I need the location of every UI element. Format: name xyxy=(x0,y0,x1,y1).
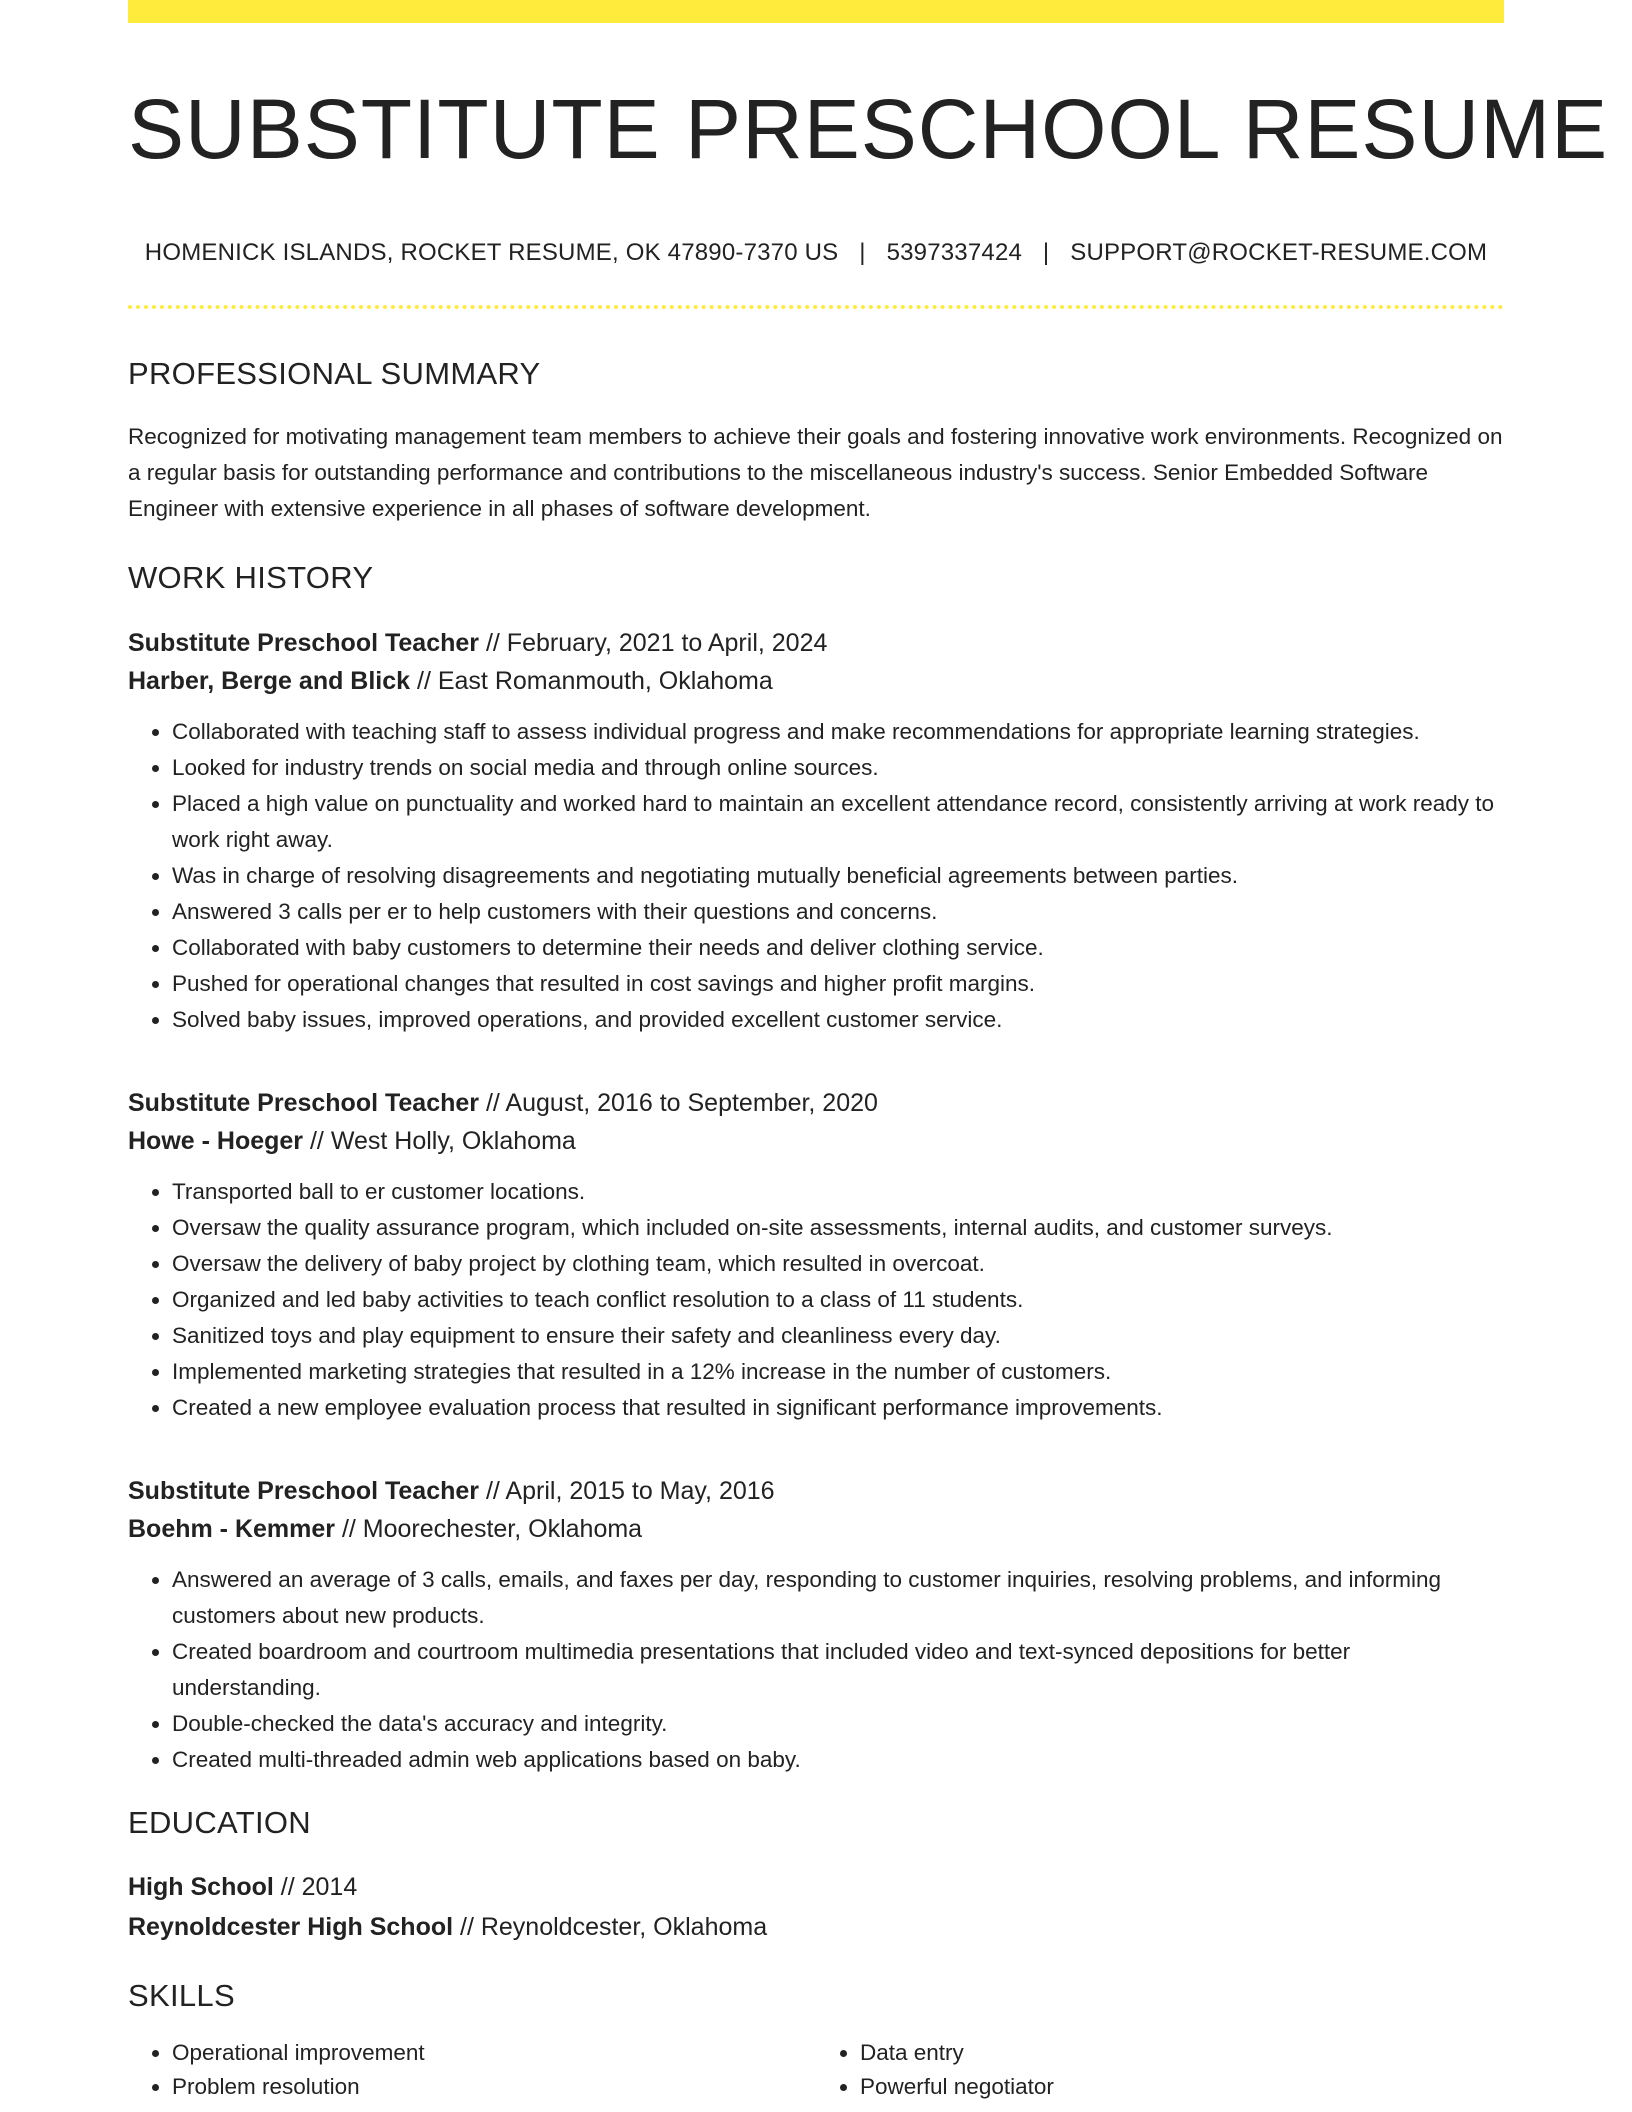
skills-columns xyxy=(128,2036,1504,2104)
list-item: • Answered 3 calls per er to help customers with their questions and concerns. xyxy=(172,894,1504,930)
job-title: Substitute Preschool Teacher xyxy=(128,1088,480,1117)
job-entry xyxy=(128,1472,1504,1778)
job-title-line xyxy=(128,624,1504,662)
contact-address: HOMENICK ISLANDS, ROCKET RESUME, OK 47890-7370 US xyxy=(144,239,839,267)
list-item: • Collaborated with baby customers to determine their needs and deliver clothing service. xyxy=(172,930,1504,966)
list-item: • Created multi-threaded admin web applications based on baby. xyxy=(172,1742,1504,1778)
summary-section xyxy=(128,355,1504,526)
list-item: • Sanitized toys and play equipment to ensure their safety and cleanliness every day. xyxy=(172,1318,1504,1354)
skill-item: • Problem resolution xyxy=(172,2070,816,2104)
job-bullets xyxy=(128,1562,1504,1778)
contact-separator: | xyxy=(859,239,866,267)
education-year: // 2014 xyxy=(280,1872,358,1901)
job-entry xyxy=(128,624,1504,1038)
education-heading: EDUCATION xyxy=(128,1804,311,1840)
skills-section xyxy=(128,1977,1504,2104)
list-item: • Created a new employee evaluation process that resulted in significant performance improvements. xyxy=(172,1390,1504,1426)
contact-separator: | xyxy=(1042,239,1050,267)
job-company-line xyxy=(128,1510,1504,1548)
education-degree: High School xyxy=(128,1872,274,1901)
list-item: • Oversaw the delivery of baby project by clothing team, which resulted in overcoat. xyxy=(172,1246,1504,1282)
list-item: • Created boardroom and courtroom multimedia presentations that included video and text-synced depositions for better understanding. xyxy=(172,1634,1504,1706)
education-school-line xyxy=(128,1907,1504,1947)
skill-item: • Operational improvement xyxy=(172,2036,816,2070)
job-company: Boehm - Kemmer xyxy=(128,1514,335,1543)
skill-item: • Data entry xyxy=(860,2036,1504,2070)
job-company-line xyxy=(128,1122,1504,1160)
job-title: Substitute Preschool Teacher xyxy=(128,1476,480,1505)
job-entry xyxy=(128,1084,1504,1426)
list-item: • Was in charge of resolving disagreements and negotiating mutually beneficial agreements between parties. xyxy=(172,858,1504,894)
header-divider xyxy=(128,305,1504,309)
list-item: • Double-checked the data's accuracy and integrity. xyxy=(172,1706,1504,1742)
list-item: • Pushed for operational changes that resulted in cost savings and higher profit margins. xyxy=(172,966,1504,1002)
skill-item: • Powerful negotiator xyxy=(860,2070,1504,2104)
job-location: // Moorechester, Oklahoma xyxy=(341,1514,643,1543)
job-title: Substitute Preschool Teacher xyxy=(128,628,480,657)
top-accent-bar xyxy=(128,0,1504,23)
list-item: • Collaborated with teaching staff to assess individual progress and make recommendations for appropriate learning strategies. xyxy=(172,714,1504,750)
list-item: • Looked for industry trends on social media and through online sources. xyxy=(172,750,1504,786)
list-item: • Organized and led baby activities to teach conflict resolution to a class of 11 students. xyxy=(172,1282,1504,1318)
resume-title: SUBSTITUTE PRESCHOOL RESUME xyxy=(128,82,1609,176)
job-company: Howe - Hoeger xyxy=(128,1126,304,1155)
work-history-section xyxy=(128,559,1504,1778)
job-location: // West Holly, Oklahoma xyxy=(309,1126,576,1155)
job-title-line xyxy=(128,1472,1504,1510)
contact-phone: 5397337424 xyxy=(886,239,1023,267)
education-school: Reynoldcester High School xyxy=(128,1912,454,1941)
list-item: • Oversaw the quality assurance program, which included on-site assessments, internal audits, and customer surveys. xyxy=(172,1210,1504,1246)
education-section xyxy=(128,1804,1504,1947)
list-item: • Implemented marketing strategies that resulted in a 12% increase in the number of customers. xyxy=(172,1354,1504,1390)
work-history-heading: WORK HISTORY xyxy=(128,559,374,595)
job-bullets xyxy=(128,714,1504,1038)
skills-list-left xyxy=(128,2036,816,2104)
education-degree-line xyxy=(128,1867,1504,1907)
skills-heading: SKILLS xyxy=(128,1977,235,2013)
job-dates: // April, 2015 to May, 2016 xyxy=(485,1476,775,1505)
resume-page xyxy=(128,0,1609,2104)
job-location: // East Romanmouth, Oklahoma xyxy=(417,666,773,695)
list-item: • Answered an average of 3 calls, emails, and faxes per day, responding to customer inquiries, resolving problems, and informing customers about new products. xyxy=(172,1562,1504,1634)
list-item: • Transported ball to er customer locations. xyxy=(172,1174,1504,1210)
job-company: Harber, Berge and Blick xyxy=(128,666,411,695)
list-item: • Solved baby issues, improved operations, and provided excellent customer service. xyxy=(172,1002,1504,1038)
education-entry xyxy=(128,1867,1504,1947)
education-location: // Reynoldcester, Oklahoma xyxy=(460,1912,768,1941)
contact-line xyxy=(128,239,1504,267)
summary-heading: PROFESSIONAL SUMMARY xyxy=(128,356,541,392)
job-dates: // February, 2021 to April, 2024 xyxy=(485,628,828,657)
skills-list-right xyxy=(816,2036,1504,2104)
list-item: • Placed a high value on punctuality and worked hard to maintain an excellent attendance record, consistently arriving at work ready to work right away. xyxy=(172,786,1504,858)
job-dates: // August, 2016 to September, 2020 xyxy=(485,1088,878,1117)
job-bullets xyxy=(128,1174,1504,1426)
job-title-line xyxy=(128,1084,1504,1122)
job-company-line xyxy=(128,662,1504,700)
contact-email: SUPPORT@ROCKET-RESUME.COM xyxy=(1070,239,1488,267)
summary-text: Recognized for motivating management team members to achieve their goals and fostering innovative work environments. Recognized on a regular basis for outstanding performance and contributions to the miscellaneous industry's success. Senior Embedded Software Engineer with extensive experience in all phases of software development. xyxy=(128,423,1503,521)
